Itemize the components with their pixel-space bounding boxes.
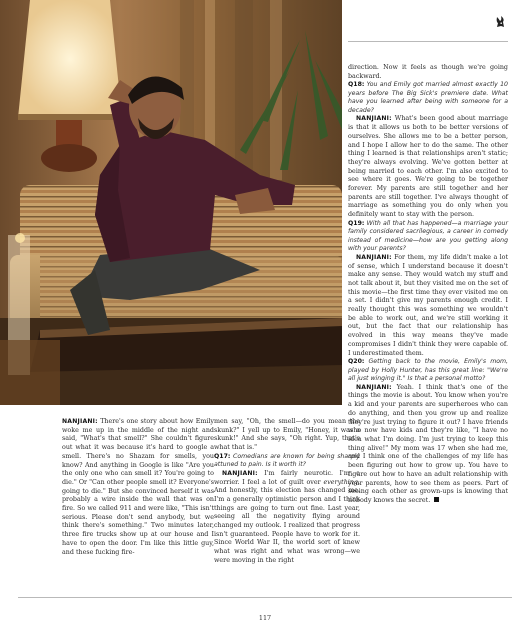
answer-20: NANJIANI: Yeah. I think that's one of the things the movie is about. You know when you're a kid and your parents are superheroes who can do anything, and then you grow up and realize they're just trying to figure it out? I have friends who now have kids and they're like, "I have no idea what I'm doing. I'm just trying to keep this thing alive!" My mom was 17 when she had me, and I think one of the challenges of my life has been figuring out how to grow up. You have to figure out how to have an adult relationship with your parents, how to see them as peers. Part of seeing each other as grown-ups is knowing that nobody knows the secret. (348, 383, 508, 504)
question-19: Q19: With all that has happened—a marriage your family considered sacrilegious, a career in comedy instead of medicine—how are you getting along with your parents? (348, 219, 509, 253)
paragraph: direction. Now it feels as though we're going backward. (348, 64, 508, 80)
paragraph: men say, "Oh, the smell—do you mean the skunk?" I yell up to Emily, "Honey, it was a skunk!" And she says, "Oh right. Yup, that's what that is." (214, 418, 360, 452)
answer-19: NANJIANI: For them, my life didn't make a lot of sense, which I understand because it doesn't make any sense. They would watch my stuff and not talk about it, but they visited me on the set of this movie—the first time they ever visited me on a set. I didn't give my parents enough credit. I really thought this was something we wouldn't be able to work out, and we're still working it out, but the fact that our relationship has evolved in this way means they've made compromises I didn't think they were capable of. I underestimated them. (348, 253, 508, 357)
text-column-right (348, 64, 508, 506)
question-18: Q18: You and Emily got married almost exactly 10 years before The Big Sick's premiere date. What have you learned after being with someone for a decade? (348, 81, 508, 114)
portrait-illustration (0, 0, 342, 405)
rabbit-head-logo-icon (493, 15, 507, 29)
text-column-middle (214, 418, 360, 566)
answer-16: NANJIANI: There's one story about how Emily woke me up in the middle of the night and said, "What's that smell?" She couldn't figure out what it was because it's hard to google a smell. There's no Shazam for smells, you know? And anything in Google is like "Are you the only one who can smell it? You're going to die." Or "Can other people smell it? Everyone's going to die." But she convinced herself it was probably a wire inside the wall that was on fire. So we called 911 and were like, "This isn't serious. Please don't send anybody, but we think there's something." Two minutes later, three fire trucks show up at our house and I have to open the door. I'm like this little guy, and these fucking fire- (62, 418, 214, 556)
question-20: Q20: Getting back to the movie, Emily's mom, played by Holly Hunter, has this great line: "We're all just winging it." Is that a personal motto? (348, 358, 508, 383)
bottom-rule (18, 597, 512, 598)
text-column-left (62, 418, 214, 557)
end-mark-icon (434, 497, 439, 502)
top-rule-right (348, 41, 508, 42)
portrait-photo (0, 0, 342, 405)
page-number: 117 (258, 614, 272, 622)
answer-17: NANJIANI: I'm fairly neurotic. I'm a worrier. I feel a lot of guilt over everything. And honestly, this election has changed me. I'm a generally optimistic person and I think things are going to turn out fine. Last year, seeing all the negativity flying around changed my outlook. I realized that progress isn't guaranteed. People have to work for it. Since World War II, the world sort of knew what was right and what was wrong—we were moving in the right (214, 469, 360, 564)
question-17: Q17: Comedians are known for being sharply attuned to pain. Is it worth it? (214, 452, 360, 469)
answer-18: NANJIANI: What's been good about marriage is that it allows us both to be better versions of ourselves. She allows me to be a better person, and I hope I allow her to do the same. The other thing I learned is that relationships aren't static; they're always evolving. We've gotten better at being married to each other. I'm also excited to see where it goes. We're going to be together forever. My parents are still together and her parents are still together. I've always thought of marriage as something you do only when you definitely want to stay with the person. (348, 115, 508, 219)
